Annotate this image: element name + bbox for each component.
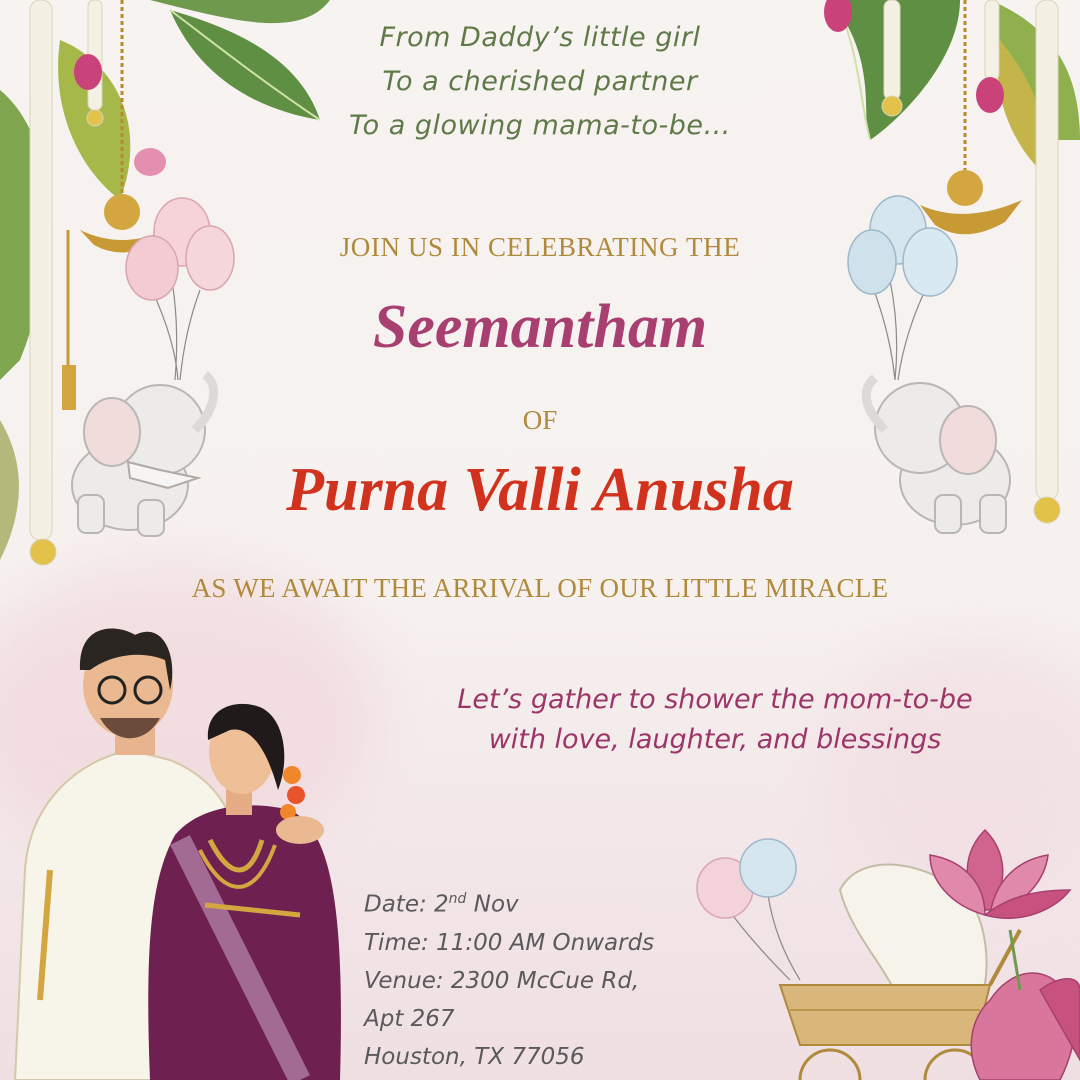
event-time: Time: 11:00 AM Onwards	[364, 929, 655, 956]
honoree-name: Purna Valli Anusha	[286, 456, 794, 524]
event-venue-line: Houston, TX 77056	[364, 1043, 585, 1070]
join-heading: JOIN US IN CELEBRATING THE	[339, 232, 741, 262]
intro-line: From Daddy’s little girl	[379, 22, 701, 53]
pram-balloons-icon	[697, 839, 800, 980]
gather-line: with love, laughter, and blessings	[488, 724, 942, 755]
of-text: OF	[522, 405, 558, 435]
intro-line: To a glowing mama-to-be…	[349, 110, 731, 141]
pink-watercolor-wash-right	[820, 640, 1080, 900]
event-venue-line: Venue: 2300 McCue Rd,	[364, 967, 640, 994]
gather-line: Let’s gather to shower the mom-to-be	[457, 684, 973, 715]
await-text: AS WE AWAIT THE ARRIVAL OF OUR LITTLE MIRACLE	[191, 573, 889, 603]
date-prefix: Date: 2	[364, 891, 449, 918]
intro-line: To a cherished partner	[382, 66, 698, 97]
date-ordinal: nd	[448, 891, 467, 907]
event-name: Seemantham	[372, 293, 708, 361]
event-details	[364, 880, 654, 1076]
event-date	[364, 880, 654, 924]
date-suffix: Nov	[466, 891, 519, 918]
pink-watercolor-wash-left	[0, 560, 380, 860]
intro-verse	[0, 16, 1080, 148]
gather-message	[370, 680, 1060, 760]
event-venue-line: Apt 267	[364, 1005, 455, 1032]
